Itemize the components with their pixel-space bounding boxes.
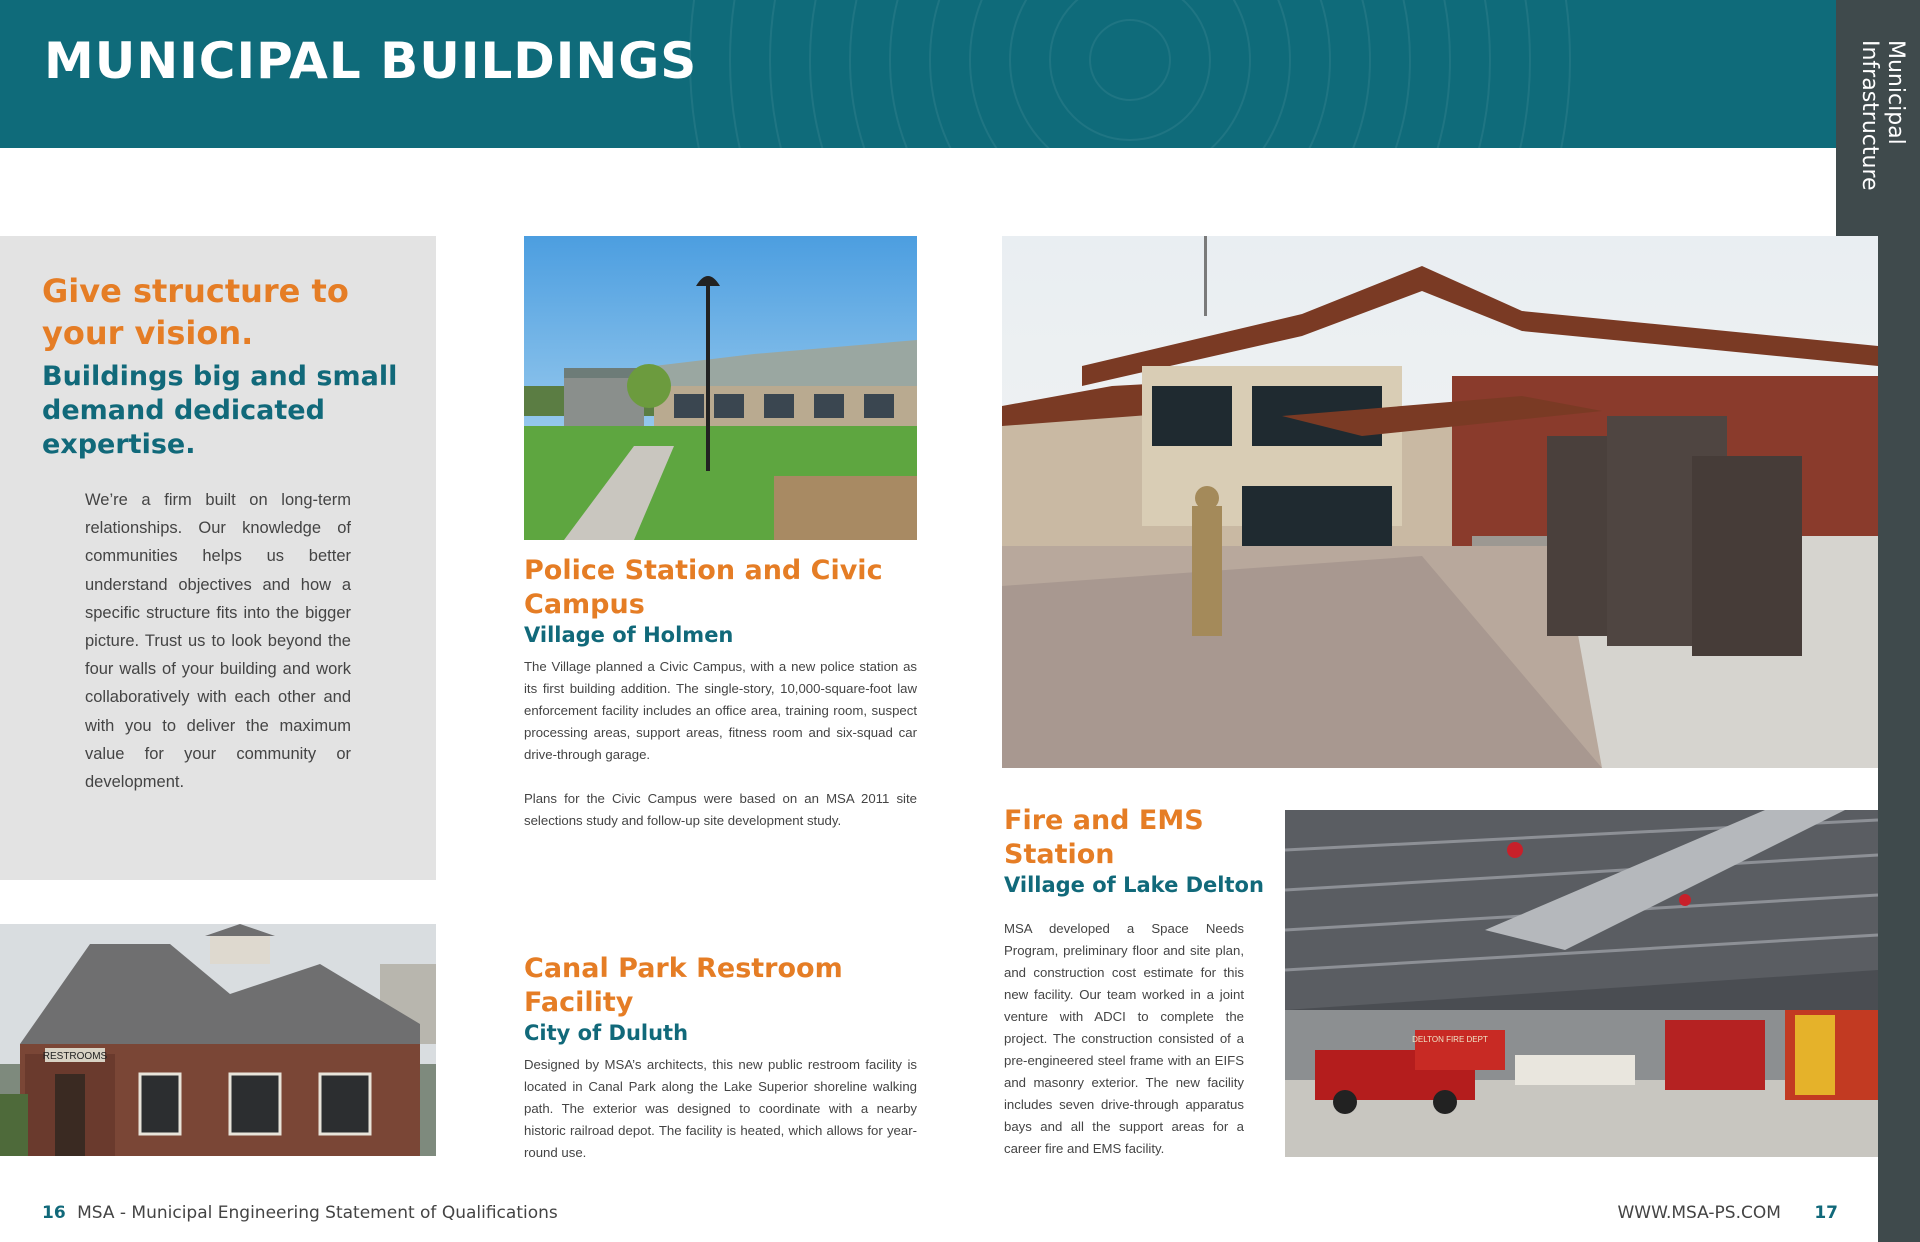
project-police-paragraph-1: The Village planned a Civic Campus, with a new police station as its first building addition. The single-story, 10,000-square-foot law enforcement facility includes an office area, training room, suspect processing areas, support areas, fitness room and six-squad car drive-through garage.	[524, 659, 917, 762]
intro-headline: Give structure to your vision.	[42, 272, 349, 352]
project-canal-client: City of Duluth	[524, 1021, 689, 1045]
project-canal-paragraph-1: Designed by MSA’s architects, this new public restroom facility is located in Canal Park along the Lake Superior shoreline walking path. The exterior was designed to coordinate with a nearby historic railroad depot. The facility is heated, which allows for year-round use.	[524, 1057, 917, 1160]
fire-station-interior-photo	[1285, 810, 1878, 1157]
project-fire-title: Fire and EMS Station	[1004, 805, 1204, 870]
side-tab-line1: Municipal	[1883, 40, 1908, 145]
intro-subheadline: Buildings big and small demand dedicated expertise.	[42, 361, 398, 460]
side-tab-line2: Infrastructure	[1857, 40, 1882, 191]
restroom-sign: RESTROOMS	[42, 1051, 108, 1062]
police-station-photo	[524, 236, 917, 540]
footer-right	[1618, 1203, 1839, 1223]
project-police-title: Police Station and Civic Campus	[524, 555, 883, 620]
project-police-client: Village of Holmen	[524, 623, 734, 647]
project-fire-client: Village of Lake Delton	[1004, 873, 1264, 897]
canal-park-restroom-photo	[0, 924, 436, 1156]
fire-dept-sign: DELTON FIRE DEPT	[1412, 1035, 1488, 1044]
page-number-right: 17	[1814, 1203, 1838, 1223]
project-canal-body	[524, 1054, 917, 1164]
footer-left-text: MSA - Municipal Engineering Statement of Qualifications	[77, 1203, 558, 1223]
project-fire-body	[1004, 918, 1244, 1160]
intro-panel	[0, 236, 436, 880]
project-canal-title: Canal Park Restroom Facility	[524, 953, 843, 1018]
page-number-left: 16	[42, 1203, 66, 1223]
header-band	[0, 0, 1836, 148]
project-police-body	[524, 656, 917, 832]
fire-station-exterior-photo	[1002, 236, 1878, 768]
side-tab-label	[1856, 40, 1908, 191]
footer-left	[42, 1203, 558, 1223]
page-title: MUNICIPAL BUILDINGS	[44, 32, 698, 90]
project-police-paragraph-2: Plans for the Civic Campus were based on an MSA 2011 site selections study and follow-up site development study.	[524, 791, 917, 828]
project-fire-paragraph-1: MSA developed a Space Needs Program, preliminary floor and site plan, and construction cost estimate for this new facility. Our team worked in a joint venture with ADCI to complete the project. The construction consisted of a pre-engineered steel frame with an EIFS and masonry exterior. The new facility includes seven drive-through apparatus bays and all the support areas for a career fire and EMS facility.	[1004, 921, 1244, 1156]
intro-body: We’re a firm built on long-term relationships. Our knowledge of communities helps us better understand objectives and how a specific structure fits into the bigger picture. Trust us to look beyond the four walls of your building and work collaboratively with each other and with you to deliver the maximum value for your community or development.	[85, 491, 351, 792]
footer-website: WWW.MSA-PS.COM	[1617, 1203, 1781, 1223]
